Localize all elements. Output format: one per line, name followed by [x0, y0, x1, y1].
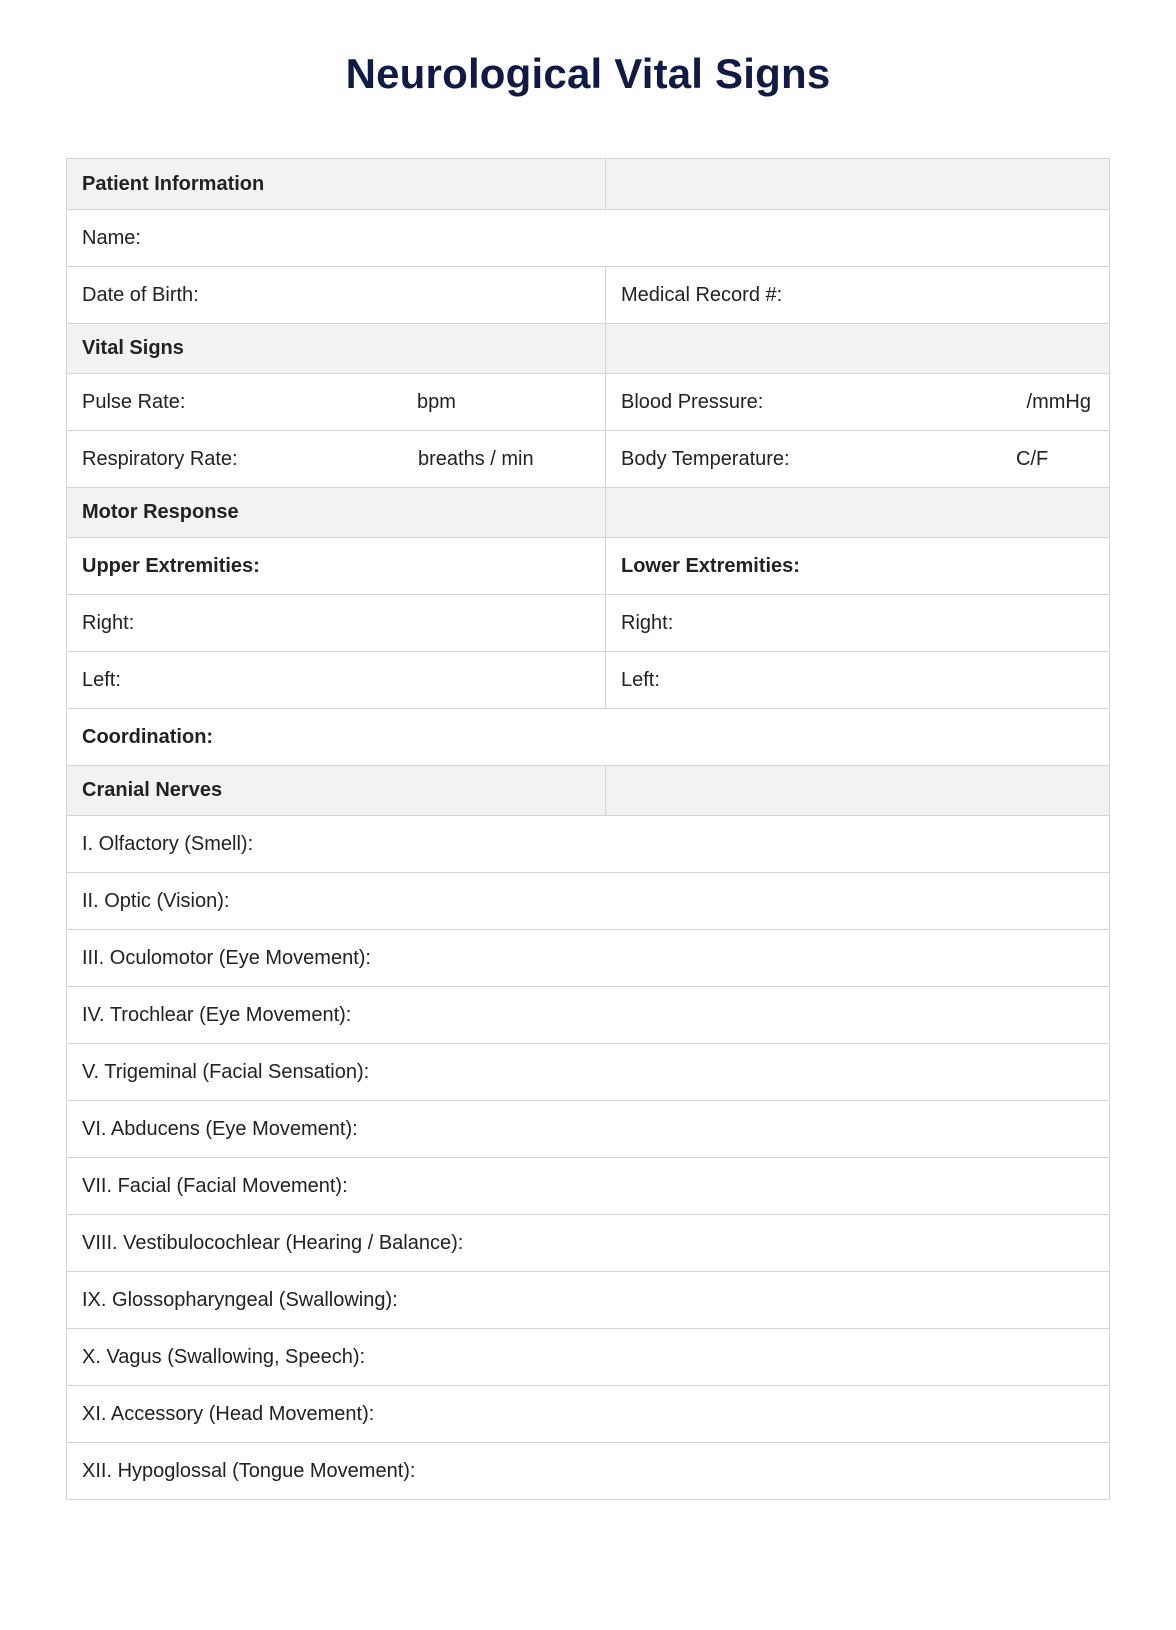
temp-field[interactable]: [606, 431, 1109, 487]
cranial-nerve-row: [67, 986, 1109, 1043]
cranial-nerve-row: [67, 1157, 1109, 1214]
coordination-field[interactable]: [67, 709, 1109, 765]
cranial-nerve-row: [67, 872, 1109, 929]
cranial-nerve-label: VII. Facial (Facial Movement):: [82, 1174, 348, 1197]
extremities-right-row: [67, 594, 1109, 651]
cranial-nerve-row: [67, 1271, 1109, 1328]
cranial-nerves-heading: Cranial Nerves: [67, 766, 606, 815]
cranial-nerve-field[interactable]: [67, 1215, 1109, 1271]
lower-extremities-label: Lower Extremities:: [621, 554, 800, 577]
section-header-motor: [67, 487, 1109, 537]
pulse-label: Pulse Rate:: [82, 390, 186, 413]
lower-left-label: Left:: [621, 668, 660, 691]
cranial-nerve-row: [67, 815, 1109, 872]
pulse-field[interactable]: [67, 374, 606, 430]
cranial-nerve-label: III. Oculomotor (Eye Movement):: [82, 946, 371, 969]
pulse-bp-row: [67, 373, 1109, 430]
neuro-vitals-form: [66, 158, 1110, 1500]
lower-left-field[interactable]: [606, 652, 1109, 708]
name-label: Name:: [82, 226, 141, 249]
cranial-nerve-field[interactable]: [67, 1443, 1109, 1499]
cranial-nerve-label: VIII. Vestibulocochlear (Hearing / Balance):: [82, 1231, 464, 1254]
dob-field[interactable]: [67, 267, 606, 323]
temp-label: Body Temperature:: [621, 447, 790, 470]
cranial-nerve-row: [67, 1385, 1109, 1442]
cranial-nerve-field[interactable]: [67, 873, 1109, 929]
motor-response-heading: Motor Response: [67, 488, 606, 537]
cranial-nerve-row: [67, 1100, 1109, 1157]
cranial-nerve-field[interactable]: [67, 1272, 1109, 1328]
upper-right-label: Right:: [82, 611, 135, 634]
cranial-nerve-row: [67, 1214, 1109, 1271]
cranial-nerve-field[interactable]: [67, 1329, 1109, 1385]
resp-unit: breaths / min: [418, 447, 534, 470]
section-header-patient: [67, 159, 1109, 209]
coordination-label: Coordination:: [82, 725, 214, 748]
header-spacer: [606, 488, 1109, 537]
cranial-nerve-label: VI. Abducens (Eye Movement):: [82, 1117, 358, 1140]
cranial-nerve-row: [67, 1043, 1109, 1100]
cranial-nerve-field[interactable]: [67, 1101, 1109, 1157]
cranial-nerve-label: X. Vagus (Swallowing, Speech):: [82, 1345, 366, 1368]
cranial-nerve-label: V. Trigeminal (Facial Sensation):: [82, 1060, 370, 1083]
cranial-nerve-row: [67, 1442, 1109, 1499]
mrn-field[interactable]: [606, 267, 1109, 323]
extremities-header-row: [67, 537, 1109, 594]
header-spacer: [606, 324, 1109, 373]
bp-label: Blood Pressure:: [621, 390, 764, 413]
bp-field[interactable]: [606, 374, 1109, 430]
section-header-vitals: [67, 323, 1109, 373]
header-spacer: [606, 766, 1109, 815]
name-row: [67, 209, 1109, 266]
cranial-nerve-label: XI. Accessory (Head Movement):: [82, 1402, 375, 1425]
cranial-nerve-field[interactable]: [67, 816, 1109, 872]
patient-info-heading: Patient Information: [67, 159, 606, 209]
upper-left-field[interactable]: [67, 652, 606, 708]
cranial-nerve-row: [67, 1328, 1109, 1385]
cranial-nerve-label: IV. Trochlear (Eye Movement):: [82, 1003, 352, 1026]
cranial-nerve-field[interactable]: [67, 1044, 1109, 1100]
name-field[interactable]: [67, 210, 1109, 266]
section-header-cranial: [67, 765, 1109, 815]
cranial-nerve-label: IX. Glossopharyngeal (Swallowing):: [82, 1288, 398, 1311]
header-spacer: [606, 159, 1109, 209]
cranial-nerve-label: I. Olfactory (Smell):: [82, 832, 254, 855]
cranial-nerve-field[interactable]: [67, 930, 1109, 986]
coordination-row: [67, 708, 1109, 765]
mrn-label: Medical Record #:: [621, 283, 783, 306]
cranial-nerve-field[interactable]: [67, 1386, 1109, 1442]
resp-temp-row: [67, 430, 1109, 487]
upper-right-field[interactable]: [67, 595, 606, 651]
pulse-unit: bpm: [417, 390, 456, 413]
cranial-nerve-field[interactable]: [67, 1158, 1109, 1214]
upper-extremities-label: Upper Extremities:: [67, 538, 606, 594]
resp-field[interactable]: [67, 431, 606, 487]
dob-mrn-row: [67, 266, 1109, 323]
resp-label: Respiratory Rate:: [82, 447, 238, 470]
cranial-nerve-row: [67, 929, 1109, 986]
bp-unit: /mmHg: [1026, 390, 1091, 413]
cranial-nerve-label: II. Optic (Vision):: [82, 889, 230, 912]
cranial-nerve-label: XII. Hypoglossal (Tongue Movement):: [82, 1459, 416, 1482]
extremities-left-row: [67, 651, 1109, 708]
lower-right-field[interactable]: [606, 595, 1109, 651]
temp-unit: C/F: [1016, 447, 1049, 470]
dob-label: Date of Birth:: [82, 283, 199, 306]
vital-signs-heading: Vital Signs: [67, 324, 606, 373]
cranial-nerve-field[interactable]: [67, 987, 1109, 1043]
page-title: Neurological Vital Signs: [345, 50, 831, 97]
lower-right-label: Right:: [621, 611, 674, 634]
upper-left-label: Left:: [82, 668, 121, 691]
